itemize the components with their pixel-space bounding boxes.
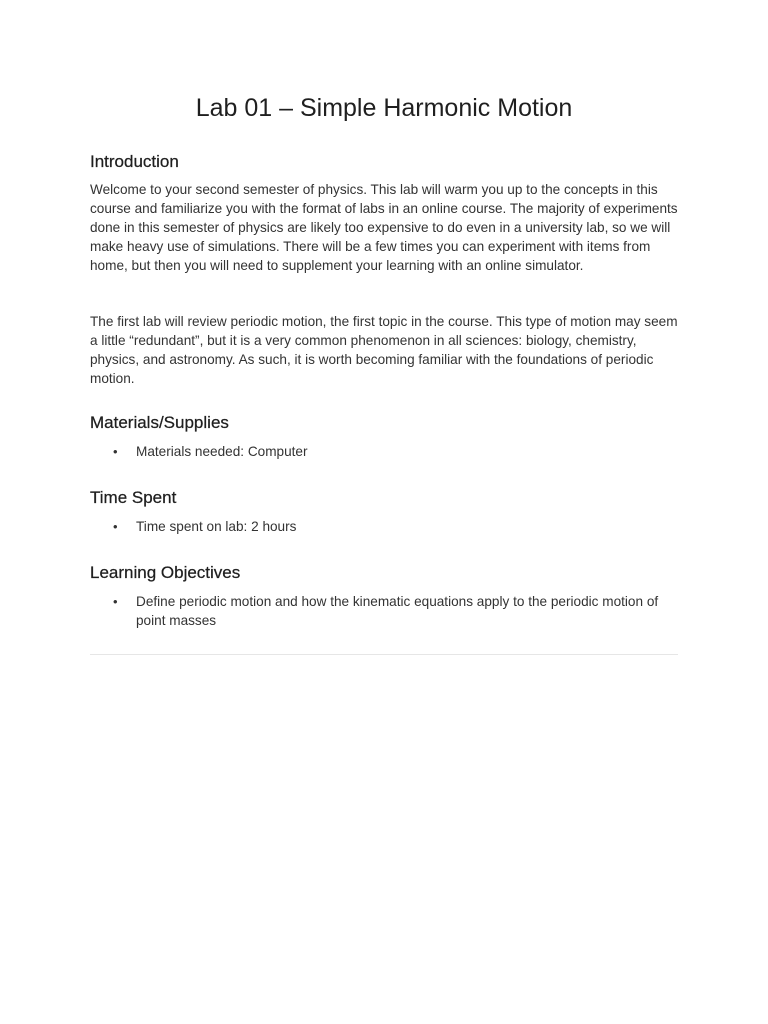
time-spent-list-wrap [90, 518, 680, 537]
introduction-section [90, 151, 680, 173]
introduction-paragraph-1-wrap [90, 181, 680, 276]
materials-item-text: Materials needed: Computer [136, 444, 308, 459]
materials-heading: Materials/Supplies [90, 413, 229, 432]
time-spent-heading: Time Spent [90, 488, 177, 507]
time-spent-list [90, 518, 680, 537]
materials-list-wrap [90, 443, 680, 462]
section-divider [90, 654, 678, 655]
list-item [90, 443, 680, 462]
objectives-section [90, 562, 680, 584]
objectives-list [90, 593, 680, 631]
introduction-heading: Introduction [90, 152, 179, 171]
objectives-heading: Learning Objectives [90, 563, 241, 582]
objectives-list-wrap [90, 593, 680, 631]
introduction-paragraph-1: Welcome to your second semester of physics. This lab will warm you up to the concepts in this course and familiarize you with the format of labs in an online course. The majority of experiments done in this semester of physics are likely too expensive to do even in a university lab, so we will make heavy use of simulations. There will be a few times you can experiment with items from home, but then you will need to supplement your learning with an online simulator. [90, 182, 678, 273]
bullet-icon: • [113, 519, 118, 534]
introduction-paragraph-2-wrap [90, 313, 680, 389]
time-spent-section [90, 487, 680, 509]
materials-section [90, 412, 680, 434]
time-spent-item-text: Time spent on lab: 2 hours [136, 519, 297, 534]
bullet-icon: • [113, 444, 118, 459]
bullet-icon: • [113, 594, 118, 609]
document-title: Lab 01 – Simple Harmonic Motion [195, 94, 573, 122]
introduction-paragraph-2: The first lab will review periodic motion, the first topic in the course. This type of motion may seem a little “redundant”, but it is a very common phenomenon in all sciences: biology, chemistry, physics, and astronomy. As such, it is worth becoming familiar with the foundations of periodic motion. [90, 314, 678, 386]
list-item [90, 518, 680, 537]
list-item [90, 593, 680, 631]
objectives-item-text: Define periodic motion and how the kinematic equations apply to the periodic motion of point masses [136, 594, 659, 628]
materials-list [90, 443, 680, 462]
